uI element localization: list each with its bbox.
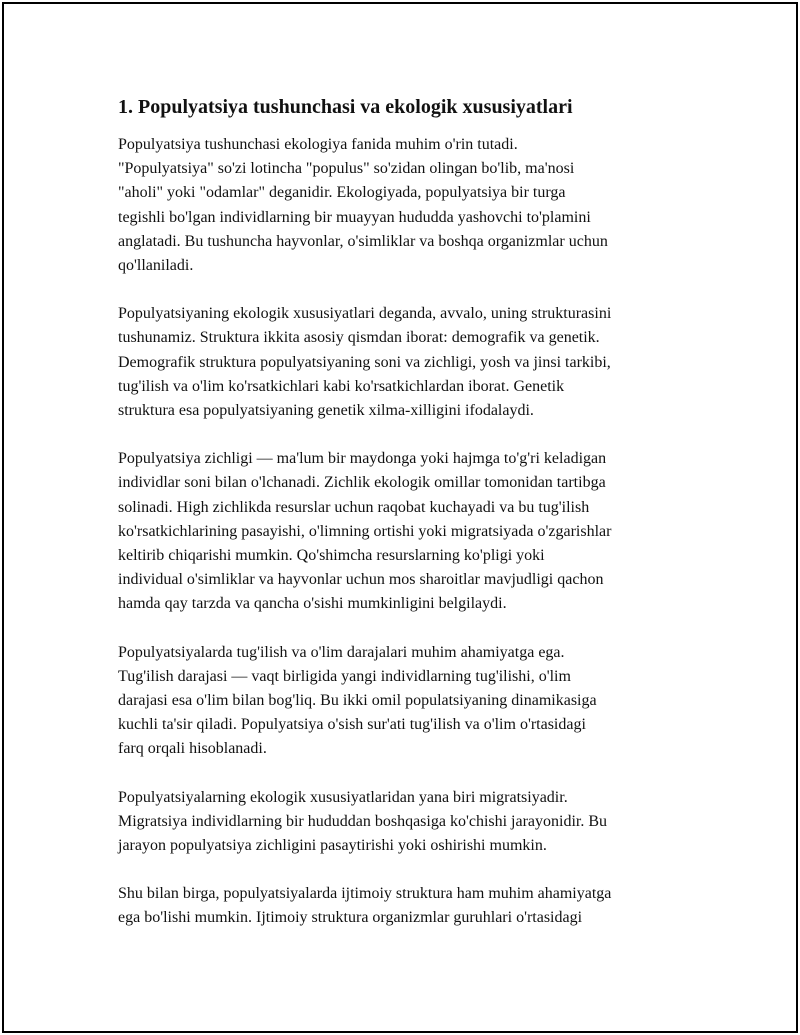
text-line: tug'ilish va o'lim ko'rsatkichlari kabi ko'rsatkichlardan iborat. Genetik <box>118 377 565 395</box>
paragraph-structure <box>118 302 698 423</box>
text-line: Populyatsiya tushunchasi ekologiya fanida muhim o'rin tutadi. <box>118 136 518 153</box>
document-body <box>118 94 698 955</box>
text-line: kuchli ta'sir qiladi. Populyatsiya o'sish sur'ati tug'ilish va o'lim o'rtasidagi <box>118 716 586 734</box>
text-line: Populyatsiyaning ekologik xususiyatlari deganda, avvalo, uning strukturasini <box>118 305 612 323</box>
text-line: ko'rsatkichlarining pasayishi, o'limning ortishi yoki migratsiyada o'zgarishlar <box>118 522 612 540</box>
section-heading: 1. Populyatsiya tushunchasi va ekologik xususiyatlari <box>118 96 573 118</box>
text-line: qo'llaniladi. <box>118 257 194 275</box>
text-line: Shu bilan birga, populyatsiyalarda ijtimoiy struktura ham muhim ahamiyatga <box>118 885 612 903</box>
text-line: tushunamiz. Struktura ikkita asosiy qismdan iborat: demografik va genetik. <box>118 329 600 347</box>
text-line: tegishli bo'lgan individlarning bir muayyan hududda yashovchi to'plamini <box>118 208 591 226</box>
text-line: darajasi esa o'lim bilan bog'liq. Bu ikki omil populatsiyaning dinamikasiga <box>118 692 597 710</box>
text-line: "Populyatsiya" so'zi lotincha "populus" so'zidan olingan bo'lib, ma'nosi <box>118 160 575 178</box>
text-line: Migratsiya individlarning bir hududdan boshqasiga ko'chishi jarayonidir. Bu <box>118 812 608 830</box>
text-line: individlar soni bilan o'lchanadi. Zichlik ekologik omillar tomonidan tartibga <box>118 474 606 492</box>
text-line: Populyatsiyalarning ekologik xususiyatlaridan yana biri migratsiyadir. <box>118 788 568 806</box>
text-line: solinadi. High zichlikda resurslar uchun raqobat kuchayadi va bu tug'ilish <box>118 498 590 516</box>
text-line: Populyatsiya zichligi — ma'lum bir maydonga yoki hajmga to'g'ri keladigan <box>118 450 607 468</box>
text-line: Populyatsiyalarda tug'ilish va o'lim darajalari muhim ahamiyatga ega. <box>118 643 565 661</box>
text-line: Tug'ilish darajasi — vaqt birligida yangi individlarning tug'ilishi, o'lim <box>118 667 571 685</box>
text-line: anglatadi. Bu tushuncha hayvonlar, o'simliklar va boshqa organizmlar uchun <box>118 232 608 250</box>
paragraph-birth-death <box>118 641 698 762</box>
text-line: jarayon populyatsiya zichligini pasaytirishi yoki oshirishi mumkin. <box>118 837 547 855</box>
text-line: "aholi" yoki "odamlar" deganidir. Ekologiyada, populyatsiya bir turga <box>118 184 566 202</box>
text-line: individual o'simliklar va hayvonlar uchun mos sharoitlar mavjudligi qachon <box>118 571 604 589</box>
paragraph-density <box>118 447 698 616</box>
paragraph-migration <box>118 786 698 859</box>
text-line: struktura esa populyatsiyaning genetik xilma-xilligini ifodalaydi. <box>118 402 534 420</box>
text-line: Demografik struktura populyatsiyaning soni va zichligi, yosh va jinsi tarkibi, <box>118 353 611 371</box>
paragraph-intro <box>118 133 698 278</box>
text-line: keltirib chiqarishi mumkin. Qo'shimcha resurslarning ko'pligi yoki <box>118 547 545 565</box>
text-line: farq orqali hisoblanadi. <box>118 740 267 758</box>
paragraph-social-structure <box>118 882 698 930</box>
text-line: hamda qay tarzda va qancha o'sishi mumkinligini belgilaydi. <box>118 595 507 613</box>
text-line: ega bo'lishi mumkin. Ijtimoiy struktura organizmlar guruhlari o'rtasidagi <box>118 909 583 927</box>
